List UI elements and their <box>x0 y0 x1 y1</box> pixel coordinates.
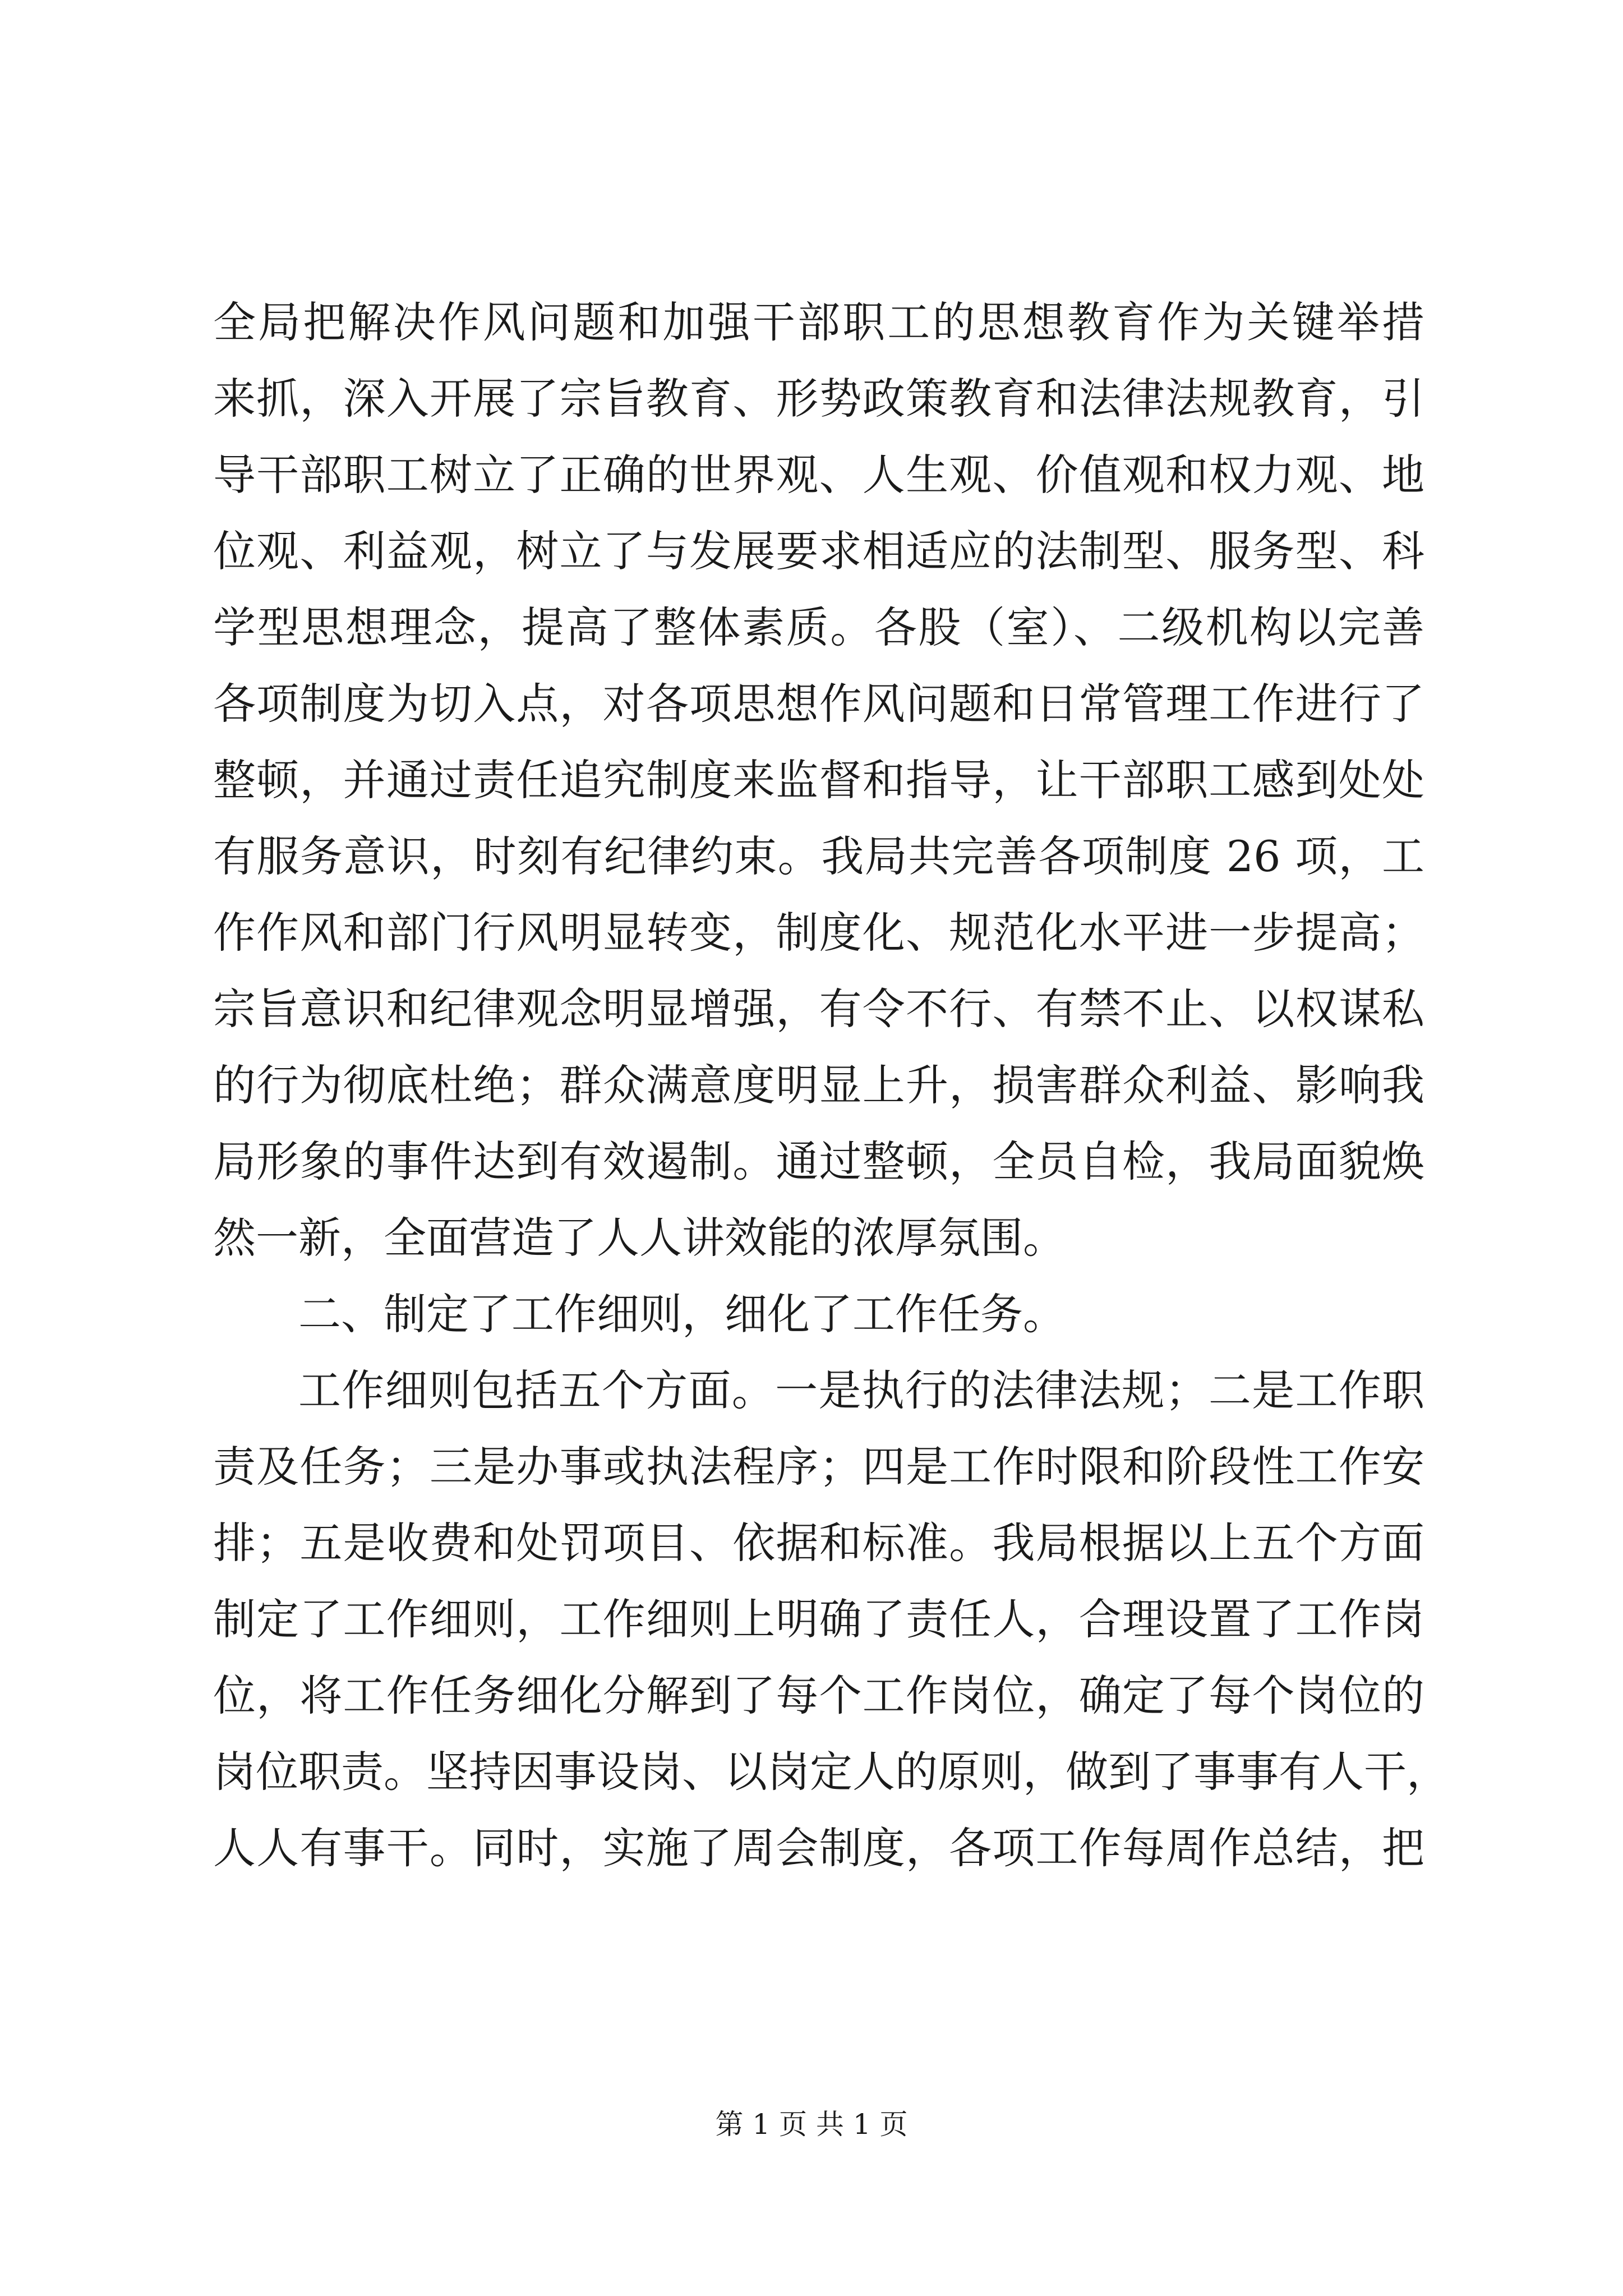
page-number-footer: 第 1 页 共 1 页 <box>715 2108 908 2141</box>
body-line-15: 工作细则包括五个方面。一是执行的法律法规；二是工作职 <box>298 1365 1424 1415</box>
body-line-8: 有服务意识，时刻有纪律约束。我局共完善各项制度 26 项，工 <box>213 831 1424 881</box>
section-heading-2: 二、制定了工作细则，细化了工作任务。 <box>298 1289 1066 1339</box>
body-line-17: 排；五是收费和处罚项目、依据和标准。我局根据以上五个方面 <box>213 1518 1424 1568</box>
body-line-7: 整顿，并通过责任追究制度来监督和指导，让干部职工感到处处 <box>213 755 1424 805</box>
body-line-19: 位，将工作任务细化分解到了每个工作岗位，确定了每个岗位的 <box>213 1671 1424 1720</box>
body-line-3: 导干部职工树立了正确的世界观、人生观、价值观和权力观、地 <box>213 450 1424 500</box>
body-line-6: 各项制度为切入点，对各项思想作风问题和日常管理工作进行了 <box>213 679 1424 729</box>
body-line-9: 作作风和部门行风明显转变，制度化、规范化水平进一步提高； <box>213 908 1424 958</box>
body-line-11: 的行为彻底杜绝；群众满意度明显上升，损害群众利益、影响我 <box>213 1060 1424 1110</box>
body-line-1: 全局把解决作风问题和加强干部职工的思想教育作为关键举措 <box>213 297 1424 347</box>
body-line-4: 位观、利益观，树立了与发展要求相适应的法制型、服务型、科 <box>213 526 1424 576</box>
body-line-18: 制定了工作细则，工作细则上明确了责任人，合理设置了工作岗 <box>213 1594 1424 1644</box>
body-line-5: 学型思想理念，提高了整体素质。各股（室）、二级机构以完善 <box>213 602 1424 652</box>
body-line-13: 然一新，全面营造了人人讲效能的浓厚氛围。 <box>213 1213 1066 1263</box>
body-line-21: 人人有事干。同时，实施了周会制度，各项工作每周作总结，把 <box>213 1823 1424 1873</box>
body-line-12: 局形象的事件达到有效遏制。通过整顿，全员自检，我局面貌焕 <box>213 1137 1424 1186</box>
body-line-16: 责及任务；三是办事或执法程序；四是工作时限和阶段性工作安 <box>213 1442 1424 1492</box>
body-line-10: 宗旨意识和纪律观念明显增强，有令不行、有禁不止、以权谋私 <box>213 984 1424 1034</box>
body-line-20: 岗位职责。坚持因事设岗、以岗定人的原则，做到了事事有人干， <box>213 1747 1449 1797</box>
body-line-2: 来抓，深入开展了宗旨教育、形势政策教育和法律法规教育，引 <box>213 374 1424 424</box>
